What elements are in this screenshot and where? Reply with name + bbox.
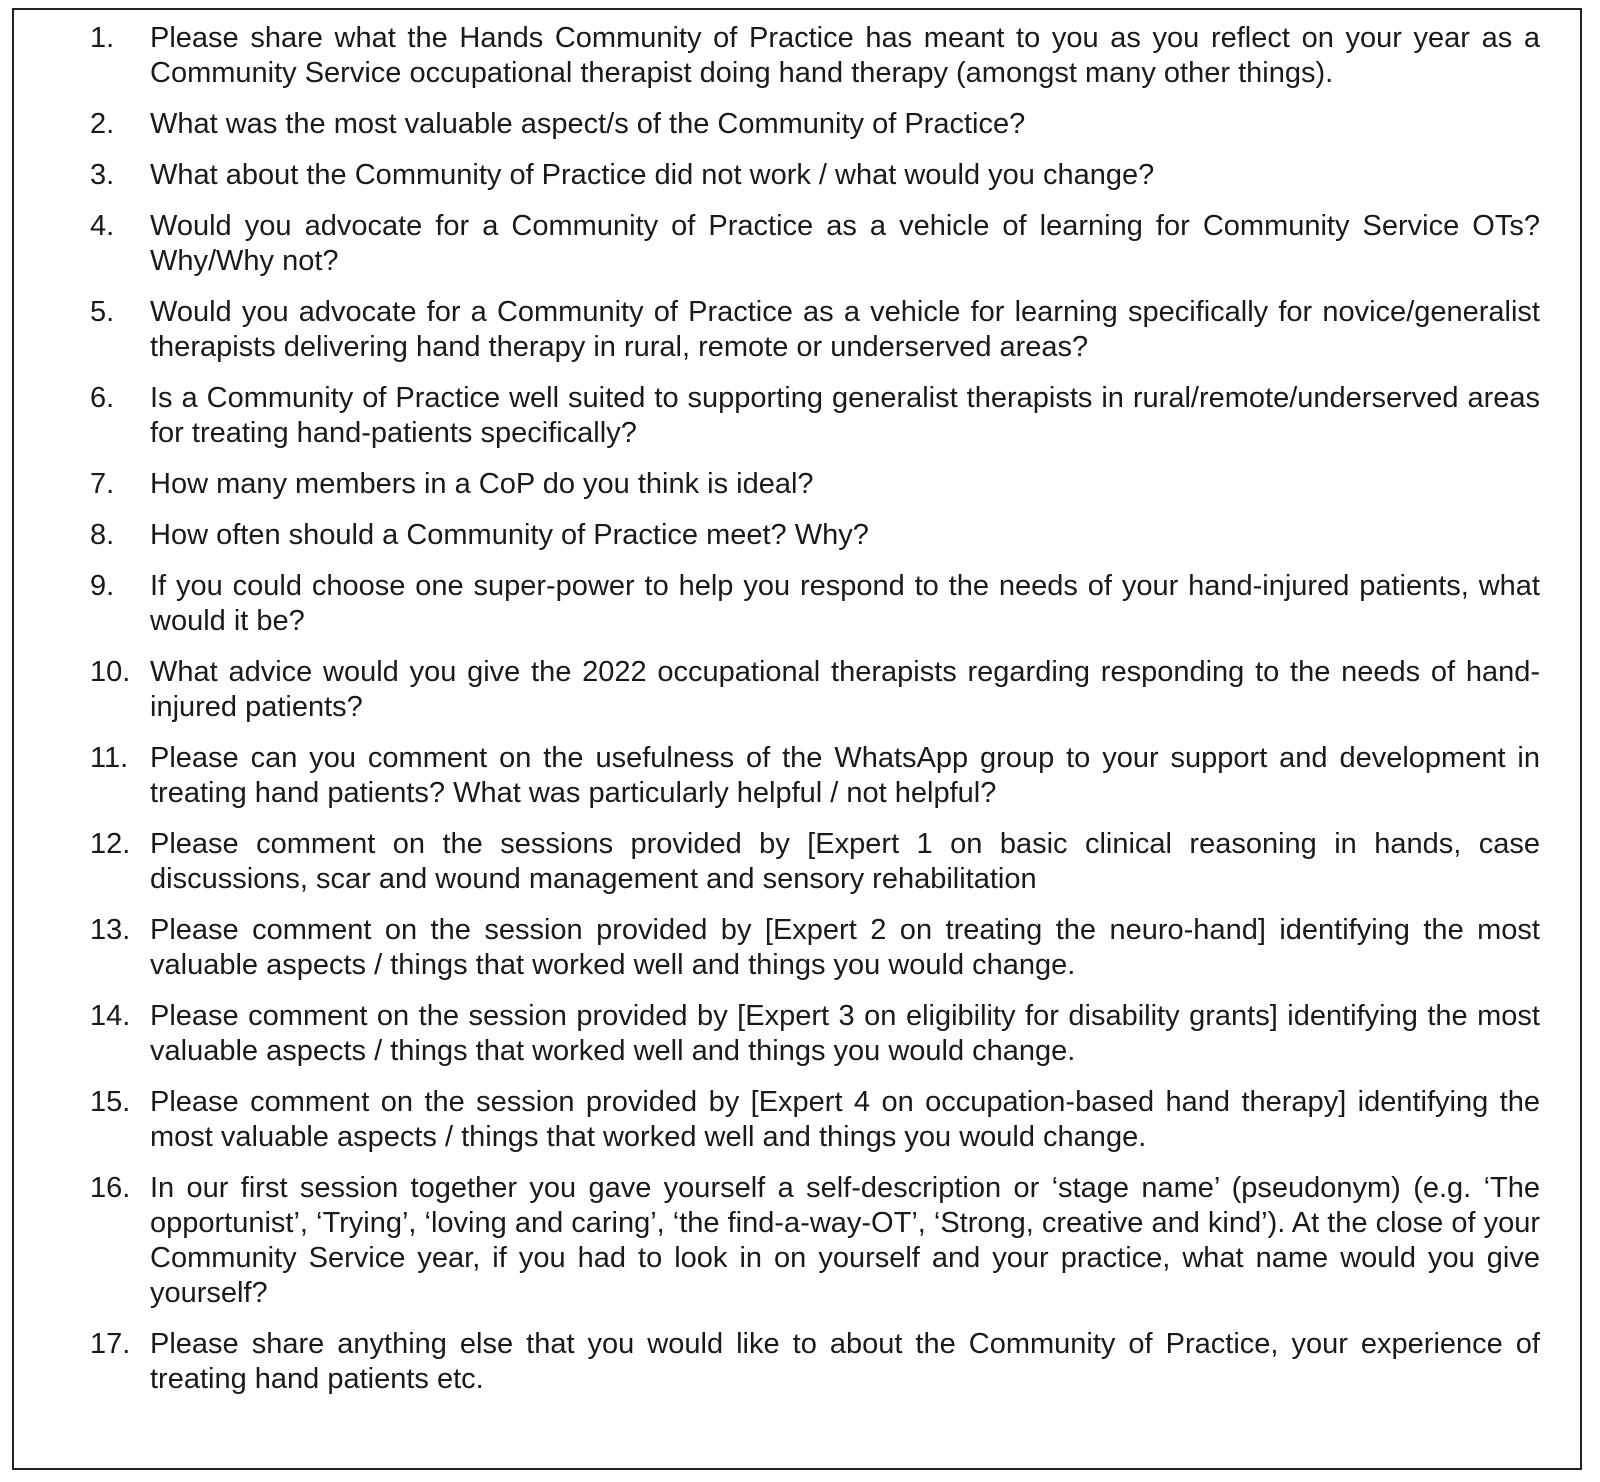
question-number: 3. [90, 159, 115, 191]
question-number: 4. [90, 210, 115, 242]
question-item [14, 1171, 1580, 1311]
question-text: In our first session together you gave yourself a self-description or ‘stage name’ (pseudonym) (e.g. ‘The opportunist’, ‘Trying’, ‘loving and caring’, ‘the find-a-way-OT’, ‘Strong, creative and kind’). At the close of your Community Service year, if you had to look in on yourself and your practice, what name would you give yourself? [150, 1172, 1540, 1309]
question-item [14, 295, 1580, 365]
question-number: 1. [90, 22, 115, 54]
question-number: 11. [90, 742, 129, 774]
question-text: Please share what the Hands Community of Practice has meant to you as you reflect on your year as a Community Service occupational therapist doing hand therapy (amongst many other things). [150, 22, 1540, 89]
question-list [14, 21, 1580, 1413]
question-number: 16. [90, 1172, 131, 1204]
question-item [14, 827, 1580, 897]
question-number: 10. [90, 656, 131, 688]
question-number: 14. [90, 1000, 131, 1032]
question-item [14, 741, 1580, 811]
question-text: What was the most valuable aspect/s of the Community of Practice? [150, 108, 1026, 140]
question-text: Please comment on the session provided by [Expert 2 on treating the neuro-hand] identifying the most valuable aspects / things that worked well and things you would change. [150, 914, 1540, 981]
question-item [14, 21, 1580, 91]
question-item [14, 381, 1580, 451]
question-number: 5. [90, 296, 115, 328]
question-text: Please can you comment on the usefulness of the WhatsApp group to your support and development in treating hand patients? What was particularly helpful / not helpful? [150, 742, 1540, 809]
question-item [14, 1085, 1580, 1155]
question-item [14, 999, 1580, 1069]
question-text: Would you advocate for a Community of Practice as a vehicle for learning specifically for novice/generalist therapists delivering hand therapy in rural, remote or underserved areas? [150, 296, 1540, 363]
question-text: Please comment on the session provided by [Expert 3 on eligibility for disability grants] identifying the most valuable aspects / things that worked well and things you would change. [150, 1000, 1540, 1067]
question-text: How often should a Community of Practice meet? Why? [150, 519, 869, 551]
question-number: 12. [90, 828, 131, 860]
question-item [14, 107, 1580, 142]
question-number: 8. [90, 519, 115, 551]
question-text: Please comment on the sessions provided by [Expert 1 on basic clinical reasoning in hands, case discussions, scar and wound management and sensory rehabilitation [150, 828, 1540, 895]
question-item [14, 913, 1580, 983]
question-item [14, 569, 1580, 639]
question-number: 15. [90, 1086, 131, 1118]
question-text: What about the Community of Practice did not work / what would you change? [150, 159, 1155, 191]
question-number: 2. [90, 108, 115, 140]
questionnaire-frame [12, 8, 1582, 1470]
question-text: If you could choose one super-power to help you respond to the needs of your hand-injured patients, what would it be? [150, 570, 1540, 637]
question-number: 17. [90, 1328, 131, 1360]
question-number: 7. [90, 468, 115, 500]
question-text: How many members in a CoP do you think is ideal? [150, 468, 814, 500]
question-text: Please share anything else that you would like to about the Community of Practice, your experience of treating hand patients etc. [150, 1328, 1540, 1395]
question-item [14, 158, 1580, 193]
question-item [14, 1327, 1580, 1397]
question-text: Please comment on the session provided by [Expert 4 on occupation-based hand therapy] identifying the most valuable aspects / things that worked well and things you would change. [150, 1086, 1540, 1153]
question-text: Would you advocate for a Community of Practice as a vehicle of learning for Community Service OTs? Why/Why not? [150, 210, 1540, 277]
question-item [14, 518, 1580, 553]
question-item [14, 467, 1580, 502]
question-item [14, 655, 1580, 725]
question-number: 9. [90, 570, 115, 602]
question-text: What advice would you give the 2022 occupational therapists regarding responding to the needs of hand-injured patients? [150, 656, 1540, 723]
question-number: 13. [90, 914, 131, 946]
question-item [14, 209, 1580, 279]
question-number: 6. [90, 382, 115, 414]
question-text: Is a Community of Practice well suited to supporting generalist therapists in rural/remote/underserved areas for treating hand-patients specifically? [150, 382, 1540, 449]
